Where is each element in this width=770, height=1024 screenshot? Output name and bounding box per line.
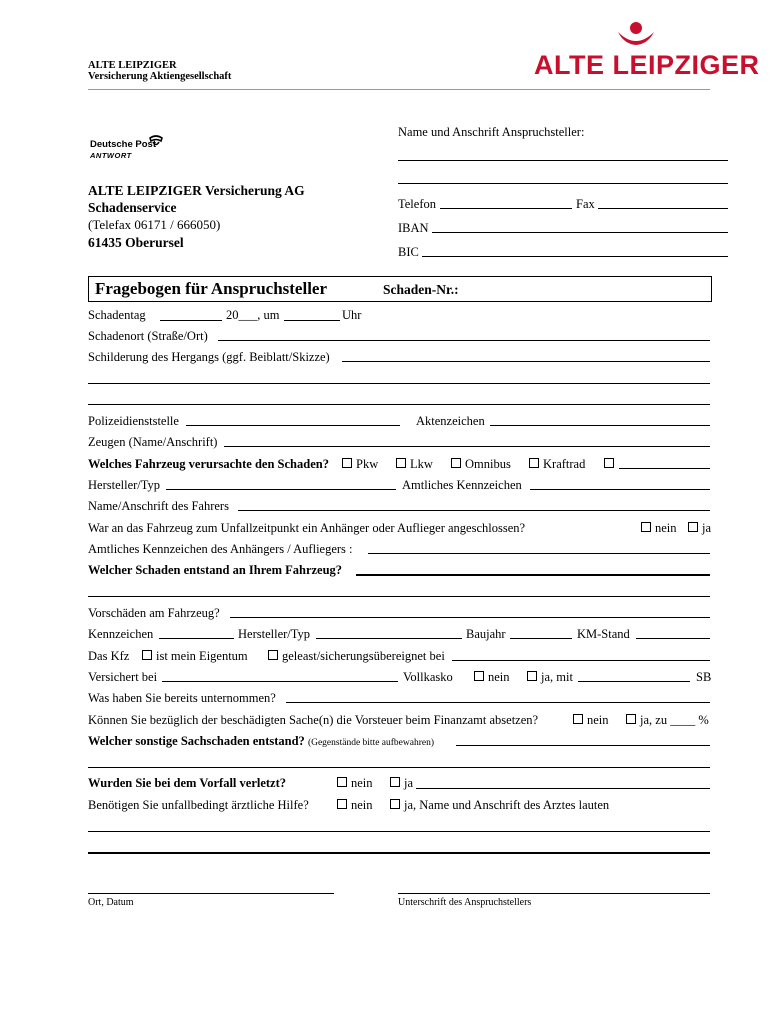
kraftrad-label: Kraftrad [543,457,586,471]
hersteller2-label: Hersteller/Typ [238,627,311,641]
vollkasko-ja[interactable] [527,670,573,685]
bic-field[interactable] [422,256,728,257]
logo-text: ALTE LEIPZIGER [534,50,760,80]
deutsche-post-antwort: ANTWORT [90,151,132,160]
geleast-label: geleast/sicherungsübereignet bei [282,649,445,663]
checkbox-other[interactable] [604,458,614,468]
nein-label: nein [655,521,677,535]
company-name: ALTE LEIPZIGER [88,60,177,71]
option-omnibus[interactable] [451,457,511,472]
company-subtitle: Versicherung Aktiengesellschaft [88,71,232,82]
vorsteuer-question: Können Sie bezüglich der beschädigten Sache(n) die Vorsteuer beim Finanzamt absetzen? [88,713,539,727]
header-divider [88,89,710,90]
anhaenger-nein[interactable] [641,521,677,536]
telefon-label: Telefon [398,197,436,211]
versichert-field[interactable] [162,681,398,682]
fahrer-field[interactable] [238,510,710,511]
kennzeichen-field[interactable] [159,638,234,639]
uhr-label: Uhr [342,308,362,322]
nein-label: nein [351,798,373,812]
anhaenger-question: War an das Fahrzeug zum Unfallzeitpunkt ein Anhänger oder Auflieger angeschlossen? [88,521,526,535]
unternommen-label: Was haben Sie bereits unternommen? [88,691,276,705]
vorsteuer-nein[interactable] [573,713,609,728]
kennzeichen-label: Kennzeichen [88,627,154,641]
ort-datum-line[interactable] [88,893,334,894]
schadenort-field[interactable] [218,340,710,341]
address-line2: Schadenservice [88,200,177,215]
checkbox-hilfe-nein[interactable] [337,799,347,809]
schilderung-line-3[interactable] [88,404,710,405]
ja-label: ja [702,521,712,535]
other-vehicle-field[interactable] [619,468,710,469]
vorsteuer-ja[interactable] [626,713,709,728]
omnibus-label: Omnibus [465,457,511,471]
checkbox-verletzt-ja[interactable] [390,777,400,787]
sachschaden-line-2[interactable] [88,767,710,768]
anhaenger-ja[interactable] [688,521,711,536]
polizei-field[interactable] [186,425,400,426]
verletzt-field[interactable] [416,788,710,789]
option-other[interactable] [604,457,618,472]
bic-label: BIC [398,245,419,259]
checkbox-vorsteuer-nein[interactable] [573,714,583,724]
claimant-heading: Name und Anschrift Anspruchsteller: [398,125,585,139]
ja-zu-label: ja, zu ____ % [640,713,709,727]
address-line3: (Telefax 06171 / 666050) [88,217,221,232]
form-title: Fragebogen für Anspruchsteller [95,279,328,298]
baujahr-label: Baujahr [466,627,506,641]
zeugen-field[interactable] [224,446,710,447]
option-kraftrad[interactable] [529,457,585,472]
address-line1: ALTE LEIPZIGER Versicherung AG [88,183,305,198]
km-stand-field[interactable] [636,638,710,639]
option-lkw[interactable] [396,457,433,472]
verletzt-nein[interactable] [337,776,373,791]
hilfe-nein[interactable] [337,798,373,813]
schadenort-label: Schadenort (Straße/Ort) [88,329,208,343]
claimant-name-line[interactable] [398,160,728,161]
checkbox-vollkasko-ja[interactable] [527,671,537,681]
checkbox-anhaenger-nein[interactable] [641,522,651,532]
checkbox-eigentum[interactable] [142,650,152,660]
ort-datum-label: Ort, Datum [88,897,134,908]
hersteller-field[interactable] [166,489,396,490]
checkbox-vorsteuer-ja[interactable] [626,714,636,724]
schilderung-line-2[interactable] [88,383,710,384]
schadentag-field[interactable] [160,320,222,321]
anhaenger-kz-label: Amtliches Kennzeichen des Anhängers / Aufliegers : [88,542,353,556]
km-stand-label: KM-Stand [577,627,630,641]
vollkasko-nein[interactable] [474,670,510,685]
deutsche-post-brand: Deutsche Post [90,139,156,150]
unterschrift-label: Unterschrift des Anspruchstellers [398,897,532,908]
ja-label: ja [404,776,414,790]
vollkasko-label: Vollkasko [403,670,453,684]
nein-label: nein [488,670,510,684]
sachschaden-question: Welcher sonstige Sachschaden entstand? [88,734,305,748]
hilfe-ja[interactable] [390,798,609,813]
checkbox-geleast[interactable] [268,650,278,660]
baujahr-field[interactable] [510,638,572,639]
fahrer-label: Name/Anschrift des Fahrers [88,499,229,513]
checkbox-vollkasko-nein[interactable] [474,671,484,681]
claim-number-label: Schaden-Nr.: [383,282,459,297]
checkbox-omnibus[interactable] [451,458,461,468]
fax-field[interactable] [598,208,728,209]
address-line4: 61435 Oberursel [88,235,184,250]
telefon-field[interactable] [440,208,572,209]
time-field[interactable] [284,320,340,321]
option-geleast[interactable] [268,649,445,664]
eigentum-label: ist mein Eigentum [156,649,248,663]
option-eigentum[interactable] [142,649,248,664]
kfz-label: Das Kfz [88,649,130,663]
checkbox-verletzt-nein[interactable] [337,777,347,787]
iban-label: IBAN [398,221,429,235]
checkbox-anhaenger-ja[interactable] [688,522,698,532]
schaden-fahrzeug-question: Welcher Schaden entstand an Ihrem Fahrzeug? [88,563,343,577]
sachschaden-row [88,734,434,749]
schilderung-field[interactable] [342,361,710,362]
anhaenger-kz-field[interactable] [368,553,710,554]
polizei-label: Polizeidienststelle [88,414,179,428]
checkbox-pkw[interactable] [342,458,352,468]
vorschaeden-label: Vorschäden am Fahrzeug? [88,606,220,620]
sb-label: SB [696,670,712,684]
year-time-label: 20___, um [226,308,280,322]
zeugen-label: Zeugen (Name/Anschrift) [88,435,218,449]
option-pkw[interactable] [342,457,378,472]
hersteller2-field[interactable] [316,638,462,639]
pkw-label: Pkw [356,457,379,471]
ja-arzt-label: ja, Name und Anschrift des Arztes lauten [404,798,610,812]
schaden-fahrzeug-line-2[interactable] [88,596,710,597]
claimant-address-line[interactable] [398,183,728,184]
geleast-field[interactable] [452,660,710,661]
ja-mit-label: ja, mit [541,670,573,684]
aktenzeichen-field[interactable] [490,425,710,426]
checkbox-hilfe-ja[interactable] [390,799,400,809]
deutsche-post-horn-icon [148,135,164,154]
verletzt-question: Wurden Sie bei dem Vorfall verletzt? [88,776,287,790]
lkw-label: Lkw [410,457,433,471]
schilderung-label: Schilderung des Hergangs (ggf. Beiblatt/Skizze) [88,350,330,364]
unternommen-field[interactable] [286,702,710,703]
fahrzeug-question: Welches Fahrzeug verursachte den Schaden? [88,457,329,471]
hilfe-question: Benötigen Sie unfallbedingt ärztliche Hilfe? [88,798,309,812]
nein-label: nein [587,713,609,727]
verletzt-ja[interactable] [390,776,413,791]
checkbox-lkw[interactable] [396,458,406,468]
arzt-line-1[interactable] [88,831,710,832]
schaden-fahrzeug-field[interactable] [356,574,710,576]
unterschrift-line[interactable] [398,893,710,894]
selbstbeteiligung-field[interactable] [578,681,690,682]
kennzeichen-amtl-field[interactable] [530,489,710,490]
iban-field[interactable] [432,232,728,233]
hersteller-label: Hersteller/Typ [88,478,161,492]
vorschaeden-field[interactable] [230,617,710,618]
sachschaden-note: (Gegenstände bitte aufbewahren) [307,738,435,748]
nein-label: nein [351,776,373,790]
arzt-line-2[interactable] [88,852,710,854]
schadentag-label: Schadentag [88,308,146,322]
aktenzeichen-label: Aktenzeichen [416,414,485,428]
fax-label: Fax [576,197,595,211]
checkbox-kraftrad[interactable] [529,458,539,468]
sachschaden-field[interactable] [456,745,710,746]
versichert-label: Versichert bei [88,670,158,684]
kennzeichen-amtl-label: Amtliches Kennzeichen [402,478,522,492]
